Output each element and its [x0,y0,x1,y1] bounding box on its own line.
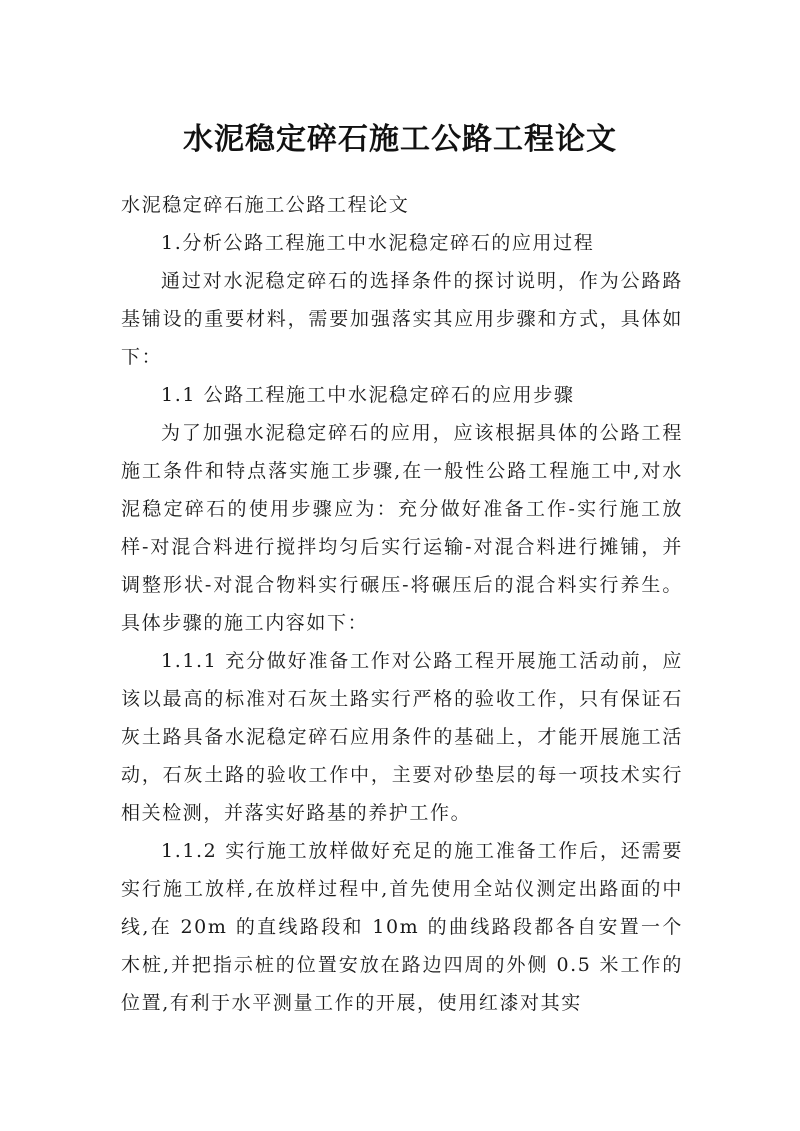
document-title: 水泥稳定碎石施工公路工程论文 [183,122,617,158]
paragraph-text: 为了加强水泥稳定碎石的应用，应该根据具体的公路工程施工条件和特点落实施工步骤,在一般性公路工程施工中,对水泥稳定碎石的使用步骤应为：充分做好准备工作-实行施工放样-对混合料进行搅拌均匀后实行运输-对混合料进行摊铺，并调整形状-对混合物料实行碾压-将碾压后的混合料实行养生。具体步骤的施工内容如下： [121,422,683,634]
paragraph-subsection-heading: 1.1 公路工程施工中水泥稳定碎石的应用步骤 [161,384,575,406]
paragraph-text: 通过对水泥稳定碎石的选择条件的探讨说明，作为公路路基铺设的重要材料，需要加强落实其应用步骤和方式，具体如下： [121,270,683,368]
paragraph-text: 1.1.2 实行施工放样做好充足的施工准备工作后，还需要实行施工放样,在放样过程中,首先使用全站仪测定出路面的中线,在 20m 的直线路段和 10m 的曲线路段都各自安置一个木桩,并把指示桩的位置安放在路边四周的外侧 0.5 米工作的位置,有利于水平测量工作的开展，使用红漆对其实 [121,840,683,1014]
paragraph-section-heading: 1.分析公路工程施工中水泥稳定碎石的应用过程 [161,232,595,254]
paragraph-text: 1.1.1 充分做好准备工作对公路工程开展施工活动前，应该以最高的标准对石灰土路实行严格的验收工作，只有保证石灰土路具备水泥稳定碎石应用条件的基础上，才能开展施工活动，石灰土路的验收工作中，主要对砂垫层的每一项技术实行相关检测，并落实好路基的养护工作。 [121,650,683,824]
paragraph-subtitle: 水泥稳定碎石施工公路工程论文 [121,194,410,216]
document-body [121,186,683,1022]
